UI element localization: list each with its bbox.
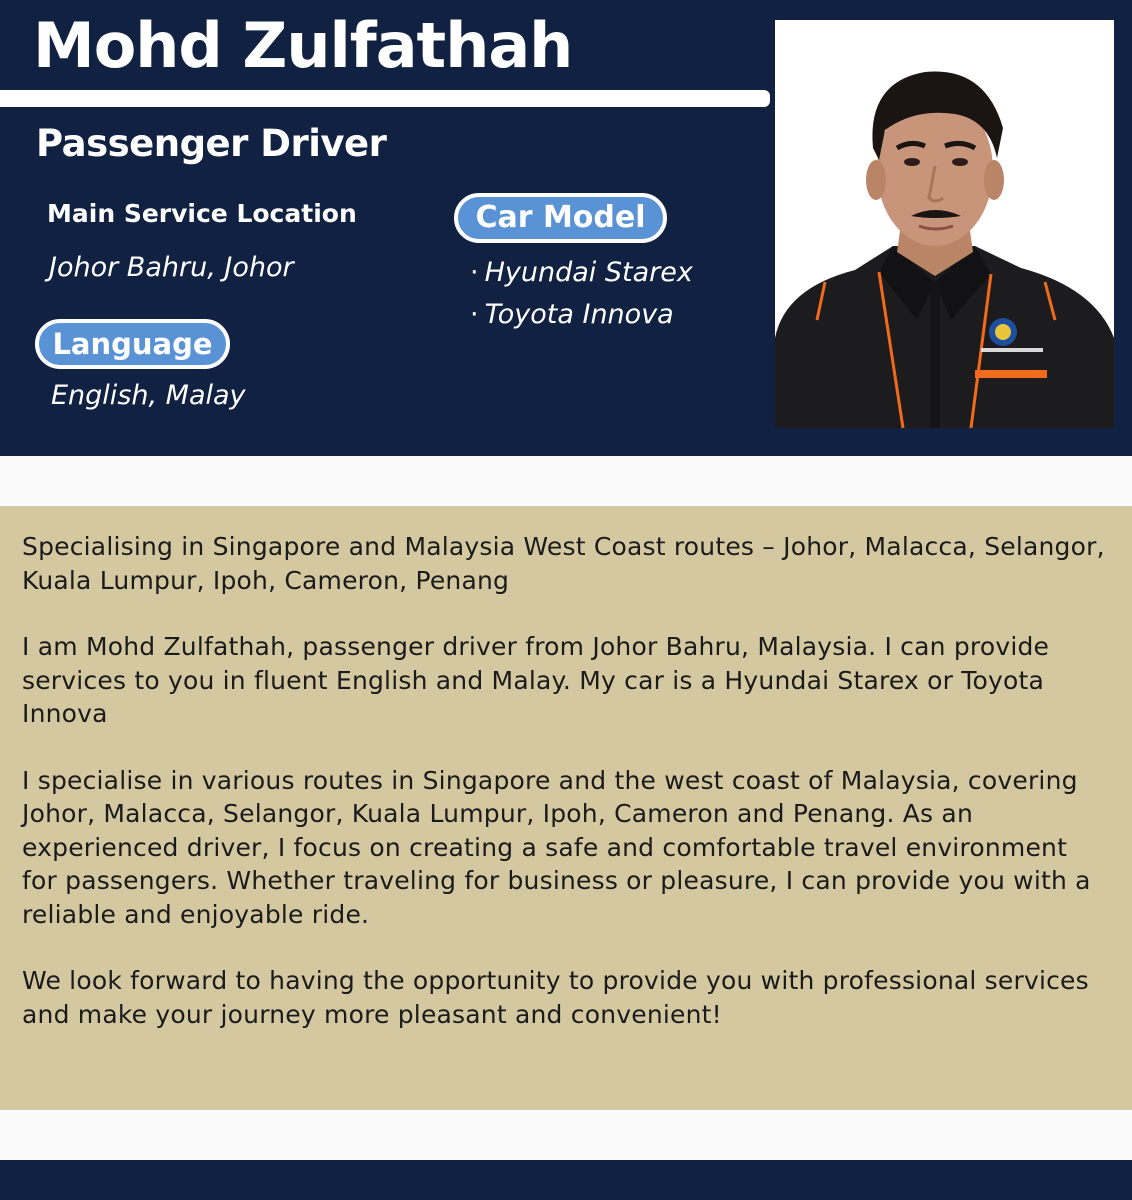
driver-role: Passenger Driver	[36, 122, 387, 165]
profile-header	[0, 0, 1132, 456]
language-value: English, Malay	[51, 380, 246, 411]
car-model-item	[470, 294, 693, 336]
bullet-icon: ·	[470, 299, 479, 330]
bio-paragraph: I specialise in various routes in Singapore and the west coast of Malaysia, covering Johor, Malacca, Selangor, Kuala Lumpur, Ipoh, Cameron and Penang. As an experienced driver, I focus on creating a safe and comfortable travel environment for passengers. Whether traveling for business or pleasure, I can provide you with a reliable and enjoyable ride.	[22, 765, 1091, 929]
driver-photo	[775, 20, 1114, 428]
car-model-name: Hyundai Starex	[484, 257, 693, 288]
bullet-icon: ·	[470, 257, 479, 288]
car-model-item	[470, 252, 693, 294]
bio-paragraph: I am Mohd Zulfathah, passenger driver from Johor Bahru, Malaysia. I can provide services to you in fluent English and Malay. My car is a Hyundai Starex or Toyota Innova	[22, 632, 1050, 728]
car-model-badge: Car Model	[454, 193, 667, 243]
footer-bar	[0, 1160, 1132, 1200]
location-label: Main Service Location	[47, 199, 357, 228]
language-badge: Language	[35, 319, 230, 369]
bio-paragraph: Specialising in Singapore and Malaysia West Coast routes – Johor, Malacca, Selangor, Kuala Lumpur, Ipoh, Cameron, Penang	[22, 532, 1105, 595]
driver-portrait-illustration	[775, 20, 1114, 428]
bio-paragraph: We look forward to having the opportunity to provide you with professional services and make your journey more pleasant and convenient!	[22, 966, 1089, 1029]
title-divider	[0, 90, 770, 107]
location-value: Johor Bahru, Johor	[49, 252, 294, 283]
driver-name: Mohd Zulfathah	[33, 9, 573, 82]
car-model-list	[470, 252, 693, 336]
driver-bio	[0, 506, 1132, 1110]
car-model-name: Toyota Innova	[484, 299, 674, 330]
